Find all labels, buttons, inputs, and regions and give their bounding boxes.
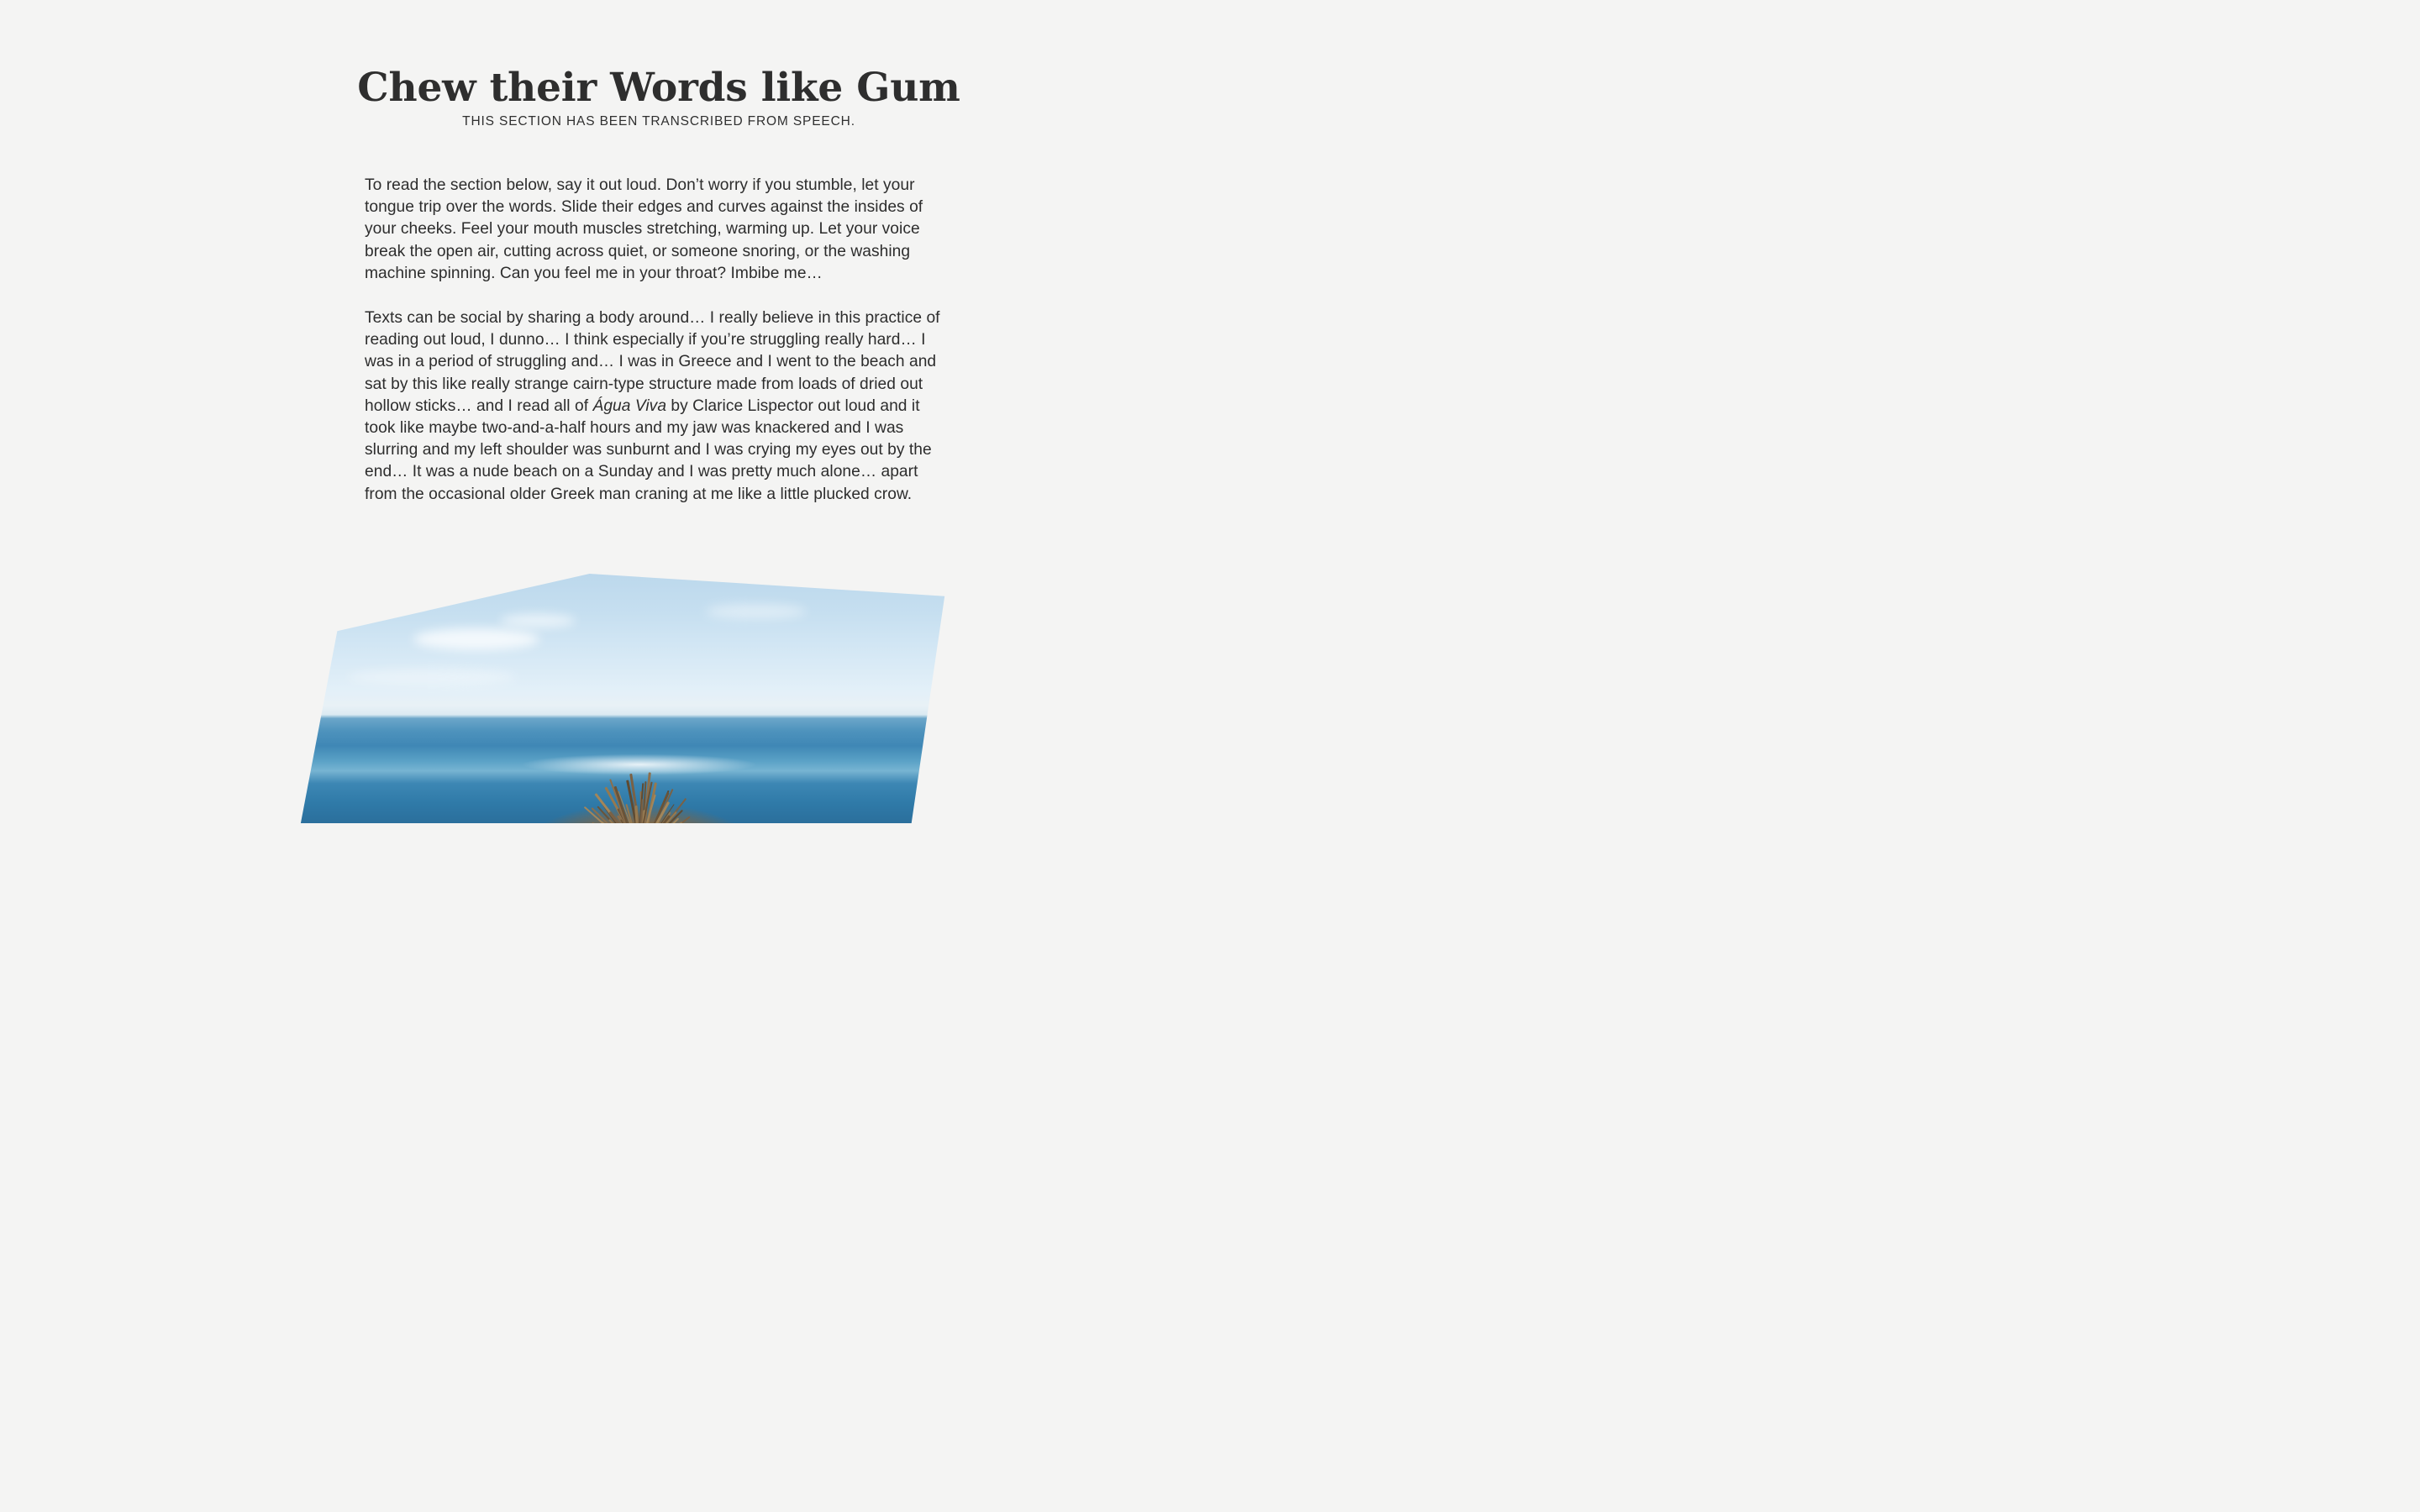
stick-cairn (497, 753, 782, 823)
cloud-icon (706, 604, 807, 619)
paragraph-2-text-before-title: Texts can be social by sharing a body around… I really believe in this practice of reading out loud, I dunno… I think especially if you’re struggling really hard… I was in a period of struggling and… I was in Greece and I went to the beach and sat by this like really strange cairn-type structure made from loads of dried out hollow sticks… and I read all of (365, 309, 940, 415)
cloud-icon (347, 669, 515, 685)
paragraph-2 (365, 307, 948, 506)
section-kicker: THIS SECTION HAS BEEN TRANSCRIBED FROM SPEECH. (462, 114, 855, 129)
paragraph-1: To read the section below, say it out loud. Don’t worry if you stumble, let your tongue trip over the words. Slide their edges and curves against the insides of your cheeks. Feel your mouth muscles stretching, warming up. Let your voice break the open air, cutting across quiet, or someone snoring, or the washing machine spinning. Can you feel me in your throat? Imbibe me… (365, 176, 923, 282)
book-title-agua-viva: Água Viva (592, 396, 667, 415)
beach-cairn-photo (294, 574, 958, 823)
article-body (365, 175, 948, 506)
paragraph-2-text-after-title: by Clarice Lispector out loud and it took like maybe two-and-a-half hours and my jaw was knackered and I was slurring and my left shoulder was sunburnt and I was crying my eyes out by the end… It was a nude beach on a Sunday and I was pretty much alone… apart from the occasional older Greek man craning at me like a little plucked crow. (365, 396, 932, 503)
figure-container (294, 574, 958, 823)
page-title: Chew their Words like Gum (357, 65, 960, 112)
cloud-icon (500, 614, 576, 627)
document-page (0, 0, 1318, 823)
cloud-icon (413, 628, 539, 650)
